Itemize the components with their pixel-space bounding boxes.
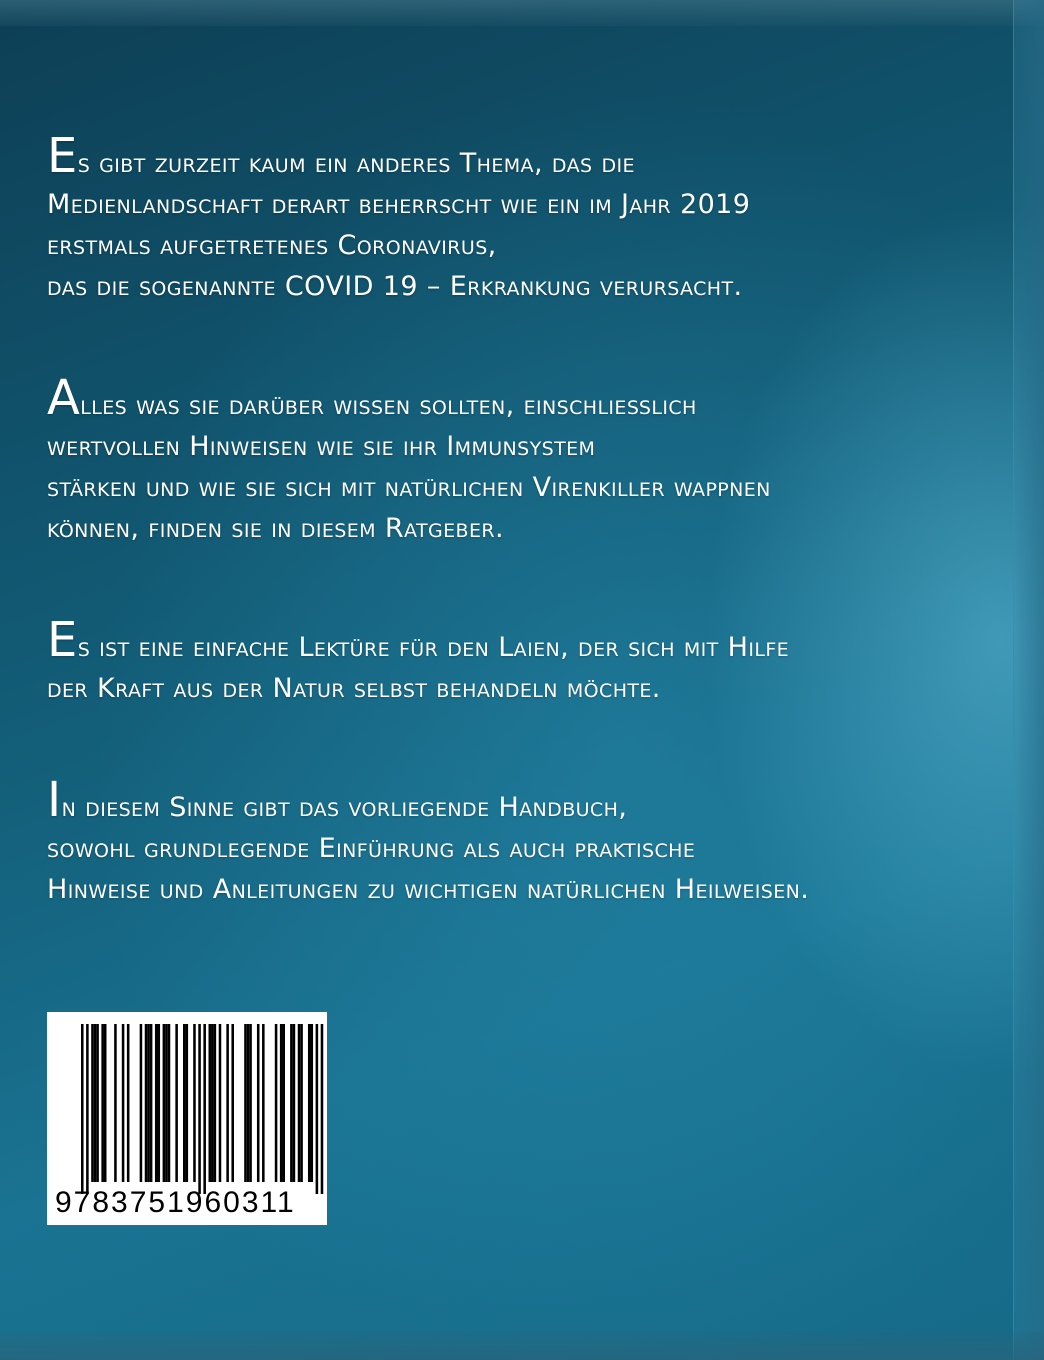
barcode-bar — [308, 1024, 311, 1182]
barcode-bar — [298, 1024, 301, 1182]
barcode-bar — [127, 1024, 130, 1182]
barcode-bar — [104, 1024, 107, 1182]
barcode-bar — [155, 1024, 158, 1182]
blurb-line: Es ist eine einfache Lektüre für den Laien, der sich mit Hilfe — [47, 612, 790, 668]
barcode-bar — [203, 1024, 206, 1194]
barcode-bar — [214, 1024, 217, 1182]
barcode-bar — [193, 1024, 196, 1182]
barcode-bar — [140, 1024, 143, 1182]
blurb-line: Es gibt zurzeit kaum ein anderes Thema, das die — [47, 128, 635, 184]
cover-spine-edge — [1013, 0, 1044, 1360]
barcode-bar — [91, 1024, 94, 1182]
barcode-bar — [257, 1024, 260, 1182]
cover-bottom-edge — [0, 1332, 1044, 1360]
cover-top-edge — [0, 0, 1044, 26]
barcode-bar — [262, 1024, 265, 1182]
blurb-paragraph-contents — [47, 370, 927, 549]
barcode-bar — [316, 1024, 319, 1194]
barcode-bar — [163, 1024, 166, 1182]
barcode-bar — [101, 1024, 104, 1182]
barcode-bar — [86, 1024, 89, 1194]
barcode-bar — [311, 1024, 314, 1182]
barcode-bar — [226, 1024, 229, 1182]
blurb-paragraph-audience — [47, 612, 927, 709]
barcode-bar — [168, 1024, 171, 1182]
isbn-barcode — [47, 1012, 327, 1225]
barcode-bar — [114, 1024, 117, 1182]
isbn-number: 9783751960311 — [55, 1186, 296, 1219]
barcode-bar — [209, 1024, 212, 1182]
barcode-bar — [96, 1024, 99, 1182]
barcode-bar — [158, 1024, 161, 1182]
barcode-bar — [244, 1024, 247, 1182]
barcode-bar — [219, 1024, 222, 1182]
barcode-bar — [282, 1024, 285, 1182]
blurb-line: erstmals aufgetretenes Coronavirus, — [47, 230, 497, 261]
barcode-bar — [290, 1024, 293, 1182]
barcode-bar — [293, 1024, 296, 1182]
blurb-line: Medienlandschaft derart beherrscht wie ein im Jahr 2019 — [47, 189, 751, 220]
blurb-line: das die sogenannte COVID 19 – Erkrankung verursacht. — [47, 271, 743, 302]
barcode-bar — [186, 1024, 189, 1182]
barcode-bar — [231, 1024, 234, 1182]
barcode-bar — [165, 1024, 168, 1182]
barcode-bar — [147, 1024, 150, 1182]
blurb-line: Hinweise und Anleitungen zu wichtigen natürlichen Heilweisen. — [47, 874, 810, 905]
blurb-line: Alles was sie darüber wissen sollten, einschließlich — [47, 370, 697, 426]
barcode-bar — [275, 1024, 278, 1182]
barcode-bar — [145, 1024, 148, 1182]
barcode-bar — [300, 1024, 303, 1182]
barcode-bar — [122, 1024, 125, 1182]
blurb-line: sowohl grundlegende Einführung als auch praktische — [47, 833, 696, 864]
barcode-bar — [94, 1024, 97, 1182]
barcode-bar — [211, 1024, 214, 1182]
blurb-paragraph-intro — [47, 128, 927, 307]
blurb-paragraph-summary — [47, 772, 927, 910]
blurb-line: In diesem Sinne gibt das vorliegende Handbuch, — [47, 772, 628, 828]
barcode-bar — [249, 1024, 252, 1182]
barcode-bar — [175, 1024, 178, 1182]
blurb-line: können, finden sie in diesem Ratgeber. — [47, 513, 504, 544]
barcode-bar — [183, 1024, 186, 1182]
barcode-bar — [150, 1024, 153, 1182]
barcode-bar — [198, 1024, 201, 1194]
barcode-bar — [247, 1024, 250, 1182]
blurb-line: stärken und wie sie sich mit natürlichen Virenkiller wappnen — [47, 472, 771, 503]
barcode-bar — [280, 1024, 283, 1182]
blurb-line: der Kraft aus der Natur selbst behandeln möchte. — [47, 673, 661, 704]
barcode-bar — [81, 1024, 84, 1194]
blurb-line: wertvollen Hinweisen wie sie ihr Immunsystem — [47, 431, 596, 462]
barcode-bar — [321, 1024, 324, 1194]
